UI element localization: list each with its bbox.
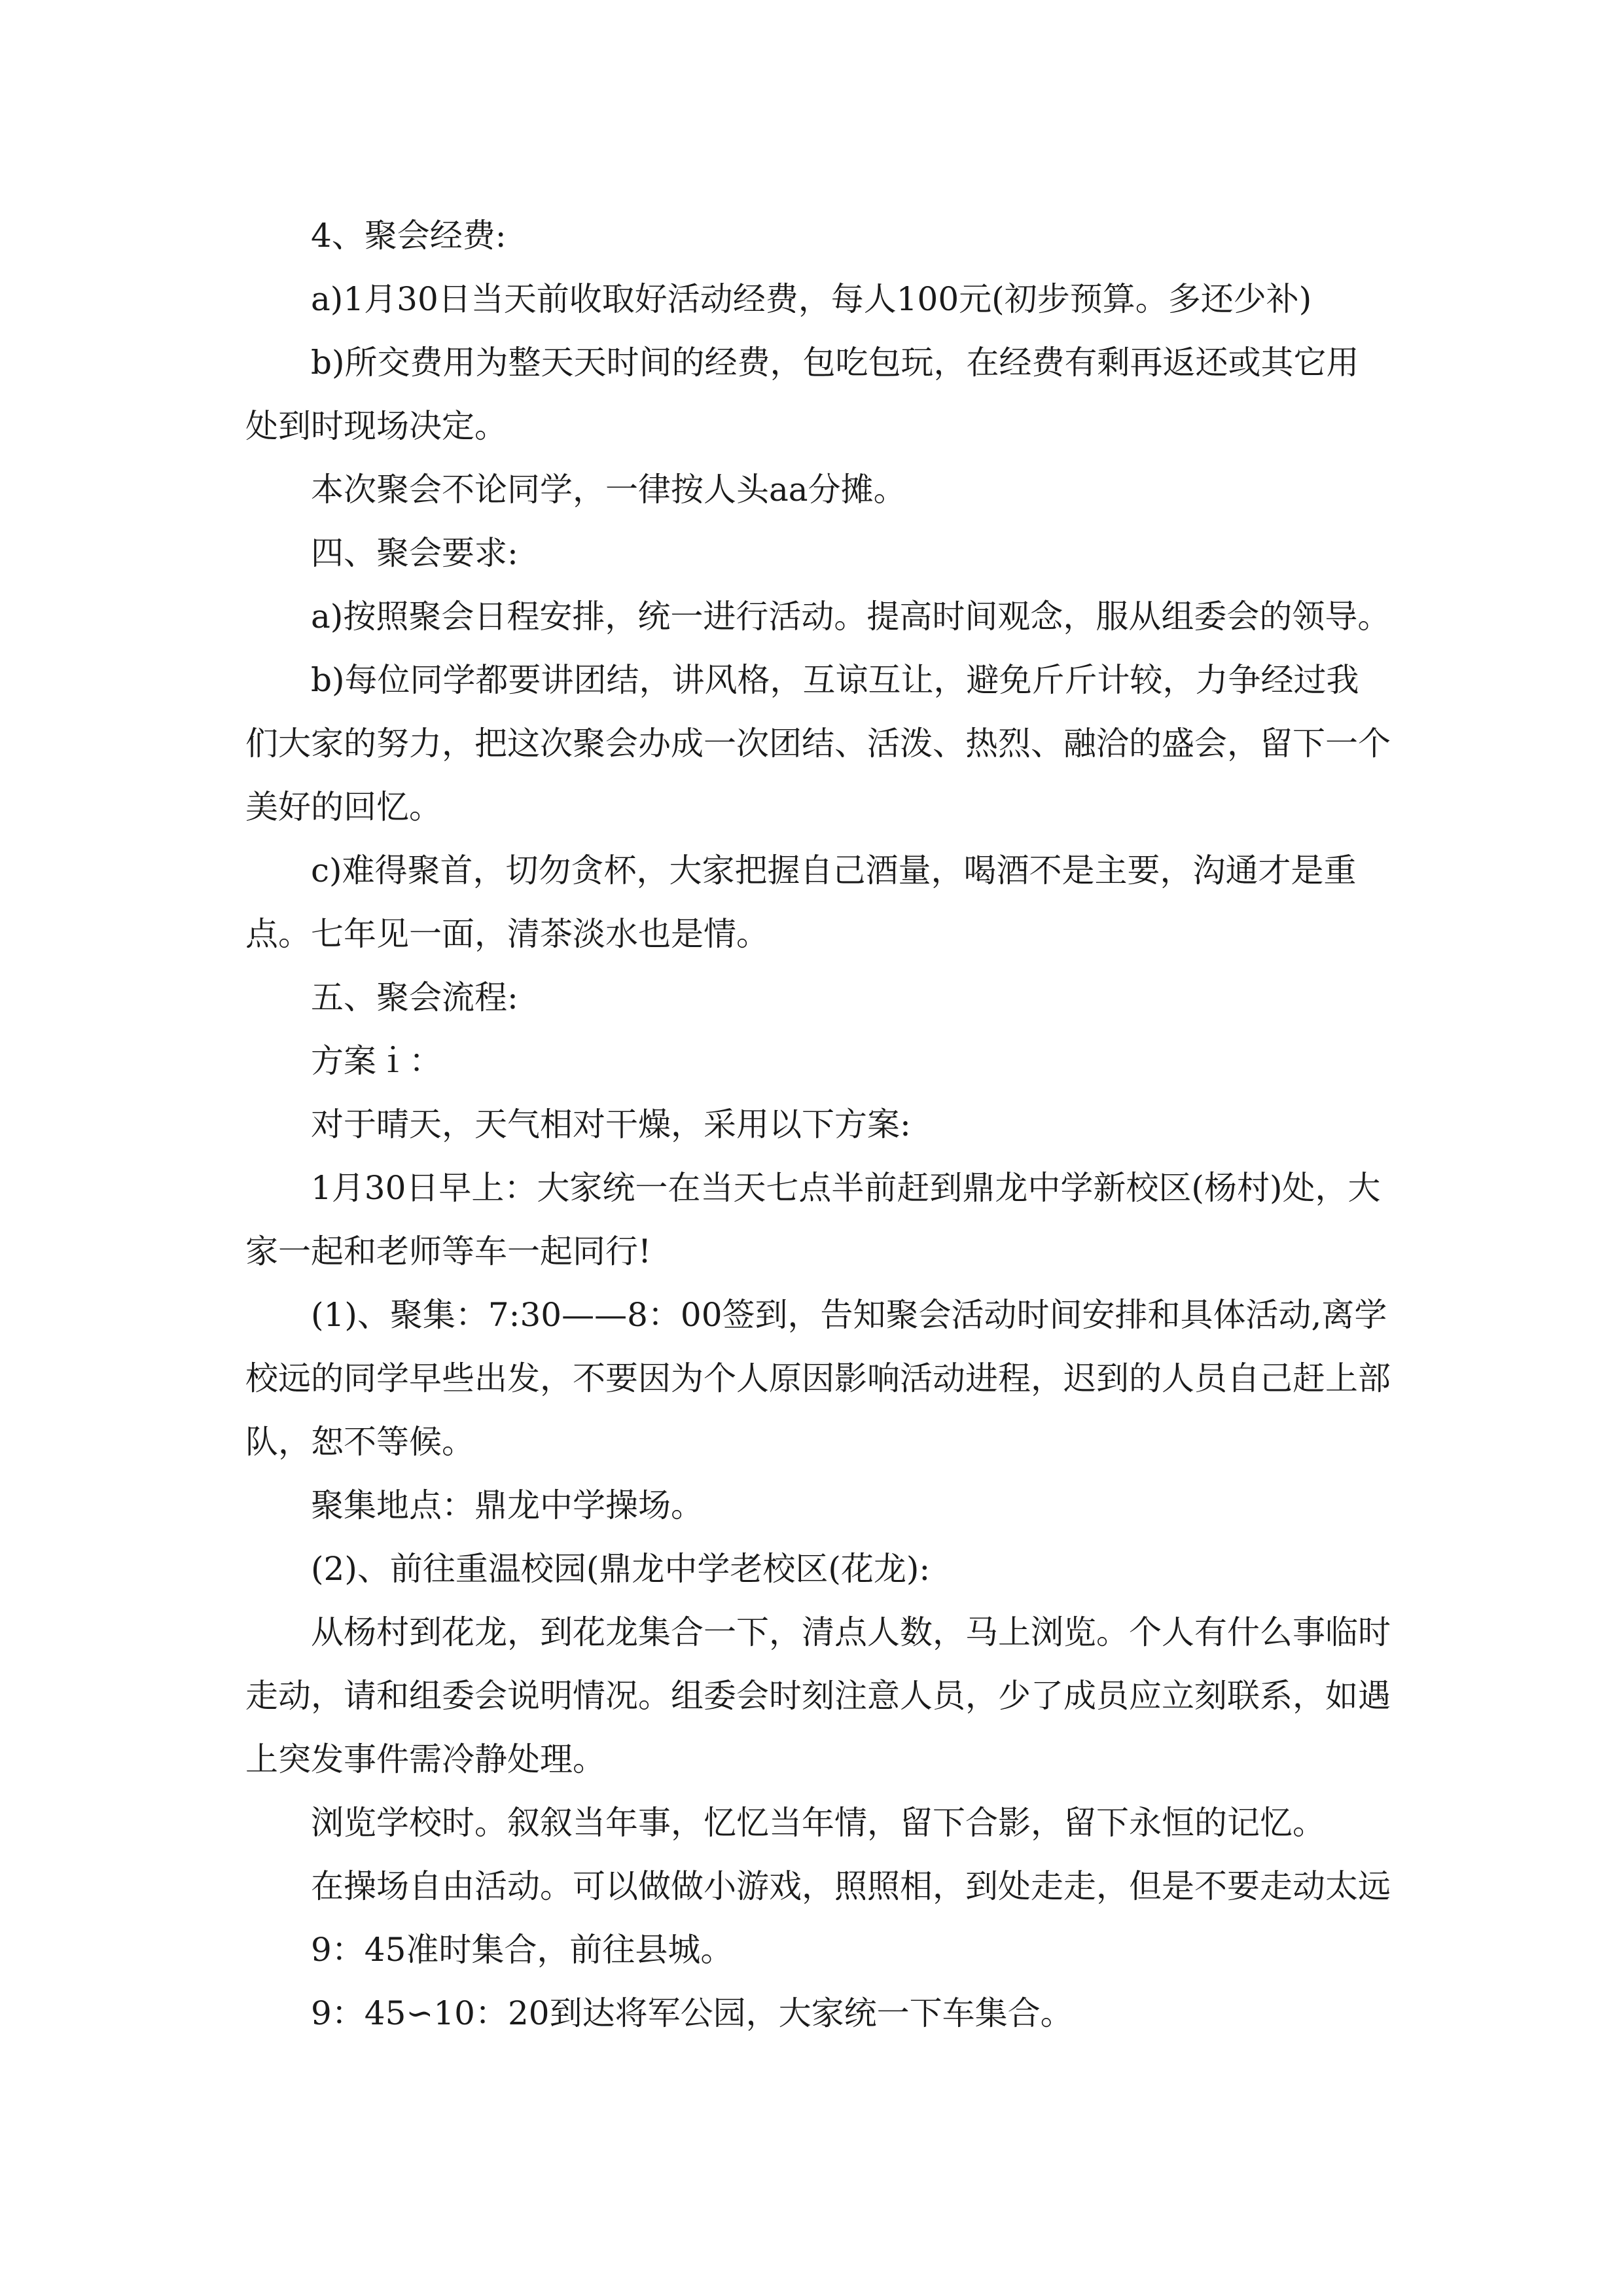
paragraph: 聚集地点：鼎龙中学操场。 — [311, 1486, 704, 1524]
paragraph: 9：45∽10：20到达将军公园，大家统一下车集合。 — [311, 1994, 1073, 2032]
paragraph: (1)、聚集：7:30——8：00签到，告知聚会活动时间安排和具体活动,离学校远的同学早些出发，不要因为个人原因影响活动进程，迟到的人员自己赶上部队，恕不等候。 — [245, 1296, 1391, 1461]
paragraph: b)每位同学都要讲团结，讲风格，互谅互让，避免斤斤计较，力争经过我们大家的努力，把这次聚会办成一次团结、活泼、热烈、融洽的盛会，留下一个美好的回忆。 — [245, 661, 1391, 826]
document-body — [245, 204, 1391, 2045]
paragraph: 4、聚会经费: — [311, 217, 507, 255]
paragraph: 在操场自由活动。可以做做小游戏，照照相，到处走走，但是不要走动太远 — [311, 1867, 1391, 1905]
paragraph: 本次聚会不论同学，一律按人头aa分摊。 — [311, 471, 906, 509]
paragraph: a)1月30日当天前收取好活动经费，每人100元(初步预算。多还少补) — [311, 280, 1312, 318]
paragraph: (2)、前往重温校园(鼎龙中学老校区(花龙): — [311, 1550, 931, 1588]
section-heading: 五、聚会流程: — [311, 978, 518, 1016]
paragraph: a)按照聚会日程安排，统一进行活动。提高时间观念，服从组委会的领导。 — [311, 598, 1391, 636]
paragraph: 9：45准时集合，前往县城。 — [311, 1931, 734, 1969]
paragraph: 1月30日早上：大家统一在当天七点半前赶到鼎龙中学新校区(杨村)处，大家一起和老师等车一起同行! — [245, 1169, 1381, 1270]
paragraph: 从杨村到花龙，到花龙集合一下，清点人数，马上浏览。个人有什么事临时走动，请和组委会说明情况。组委会时刻注意人员，少了成员应立刻联系，如遇上突发事件需冷静处理。 — [245, 1613, 1391, 1778]
section-heading: 四、聚会要求: — [311, 534, 518, 572]
paragraph: b)所交费用为整天天时间的经费，包吃包玩，在经费有剩再返还或其它用处到时现场决定。 — [245, 344, 1359, 445]
paragraph: 方案ｉ： — [311, 1042, 442, 1080]
paragraph: 浏览学校时。叙叙当年事，忆忆当年情，留下合影，留下永恒的记忆。 — [311, 1804, 1325, 1842]
paragraph: 对于晴天，天气相对干燥，采用以下方案: — [311, 1105, 911, 1143]
paragraph: c)难得聚首，切勿贪杯，大家把握自己酒量，喝酒不是主要，沟通才是重点。七年见一面，清茶淡水也是情。 — [245, 852, 1357, 953]
